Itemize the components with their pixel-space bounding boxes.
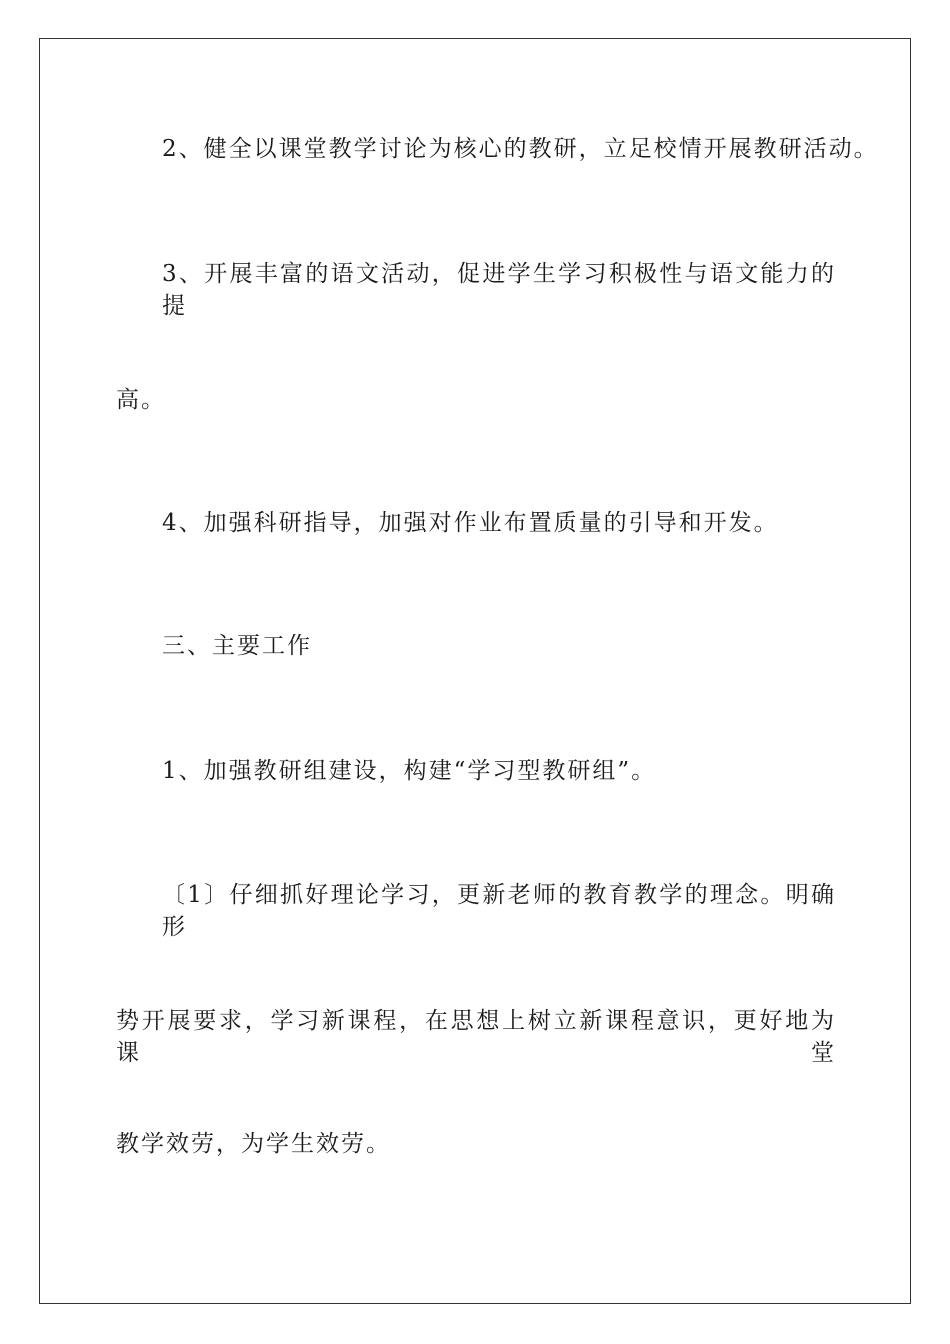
paragraph-line: 3、开展丰富的语文活动，促进学生学习积极性与语文能力的提 bbox=[162, 261, 836, 319]
paragraph-line: 2、健全以课堂教学讨论为核心的教研，立足校情开展教研活动。 bbox=[162, 136, 879, 162]
paragraph-line: 高。 bbox=[116, 387, 166, 413]
page-border bbox=[39, 38, 911, 1304]
section-heading: 三、主要工作 bbox=[162, 633, 312, 659]
paragraph-line: 教学效劳，为学生效劳。 bbox=[116, 1131, 391, 1157]
paragraph-line: 4、加强科研指导，加强对作业布置质量的引导和开发。 bbox=[162, 510, 779, 536]
paragraph-line: 〔1〕仔细抓好理论学习，更新老师的教育教学的理念。明确形 bbox=[162, 882, 836, 940]
paragraph-line: 1、加强教研组建设，构建“学习型教研组”。 bbox=[162, 758, 657, 784]
paragraph-line: 势开展要求，学习新课程，在思想上树立新课程意识，更好地为课堂 bbox=[116, 1008, 836, 1066]
